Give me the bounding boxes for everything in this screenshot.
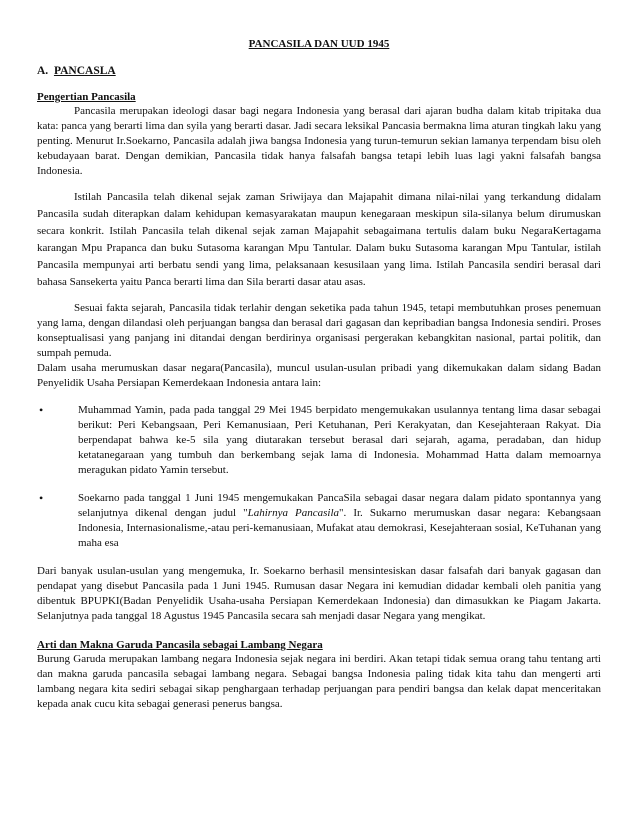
bullet-icon: • (39, 403, 44, 417)
pengertian-paragraph-5: Dari banyak usulan-usulan yang mengemuka, Ir. Soekarno berhasil mensintesiskan dasar falsafah dari banyak gagasan dan pendapat yang disebut Pancasila pada 1 Juni 1945. Rumusan dasar Negara ini kemudian didadar kembali oleh panitia yang dibentuk BPUPKI(Badan Penyelidik Usaha-usaha Persiapan Kemerdekaan Indonesia) dan dimasukkan ke Piagam Jakarta. Selanjutnya pada tanggal 18 Agustus 1945 Pancasila secara sah menjadi dasar Negara yang mengikat. (37, 565, 601, 622)
list-item-yamin (37, 403, 601, 478)
list-item-soekarno-italic: Lahirnya Pancasila (247, 507, 340, 519)
list-item-soekarno-text-before: Soekarno pada tanggal 1 Juni 1945 mengemukakan PancaSila sebagai dasar negara dalam pidato spontannya yang selanjutnya dikenal dengan judul " (78, 492, 601, 519)
list-item-soekarno (37, 491, 601, 551)
garuda-paragraph-1: Burung Garuda merupakan lambang negara Indonesia sejak negara ini berdiri. Akan tetapi tidak semua orang tahu tentang arti dan makna garuda pancasila sebagai lambang negara. Sebagai bangsa Indonesia paling tidak kita tahu dan mengerti arti lambang negara kita sediri sebagai sikap penghargaan terhadap perjuangan para pendiri bangsa dan kelak dapat menceritakan kepada anak cucu kita sebagai generasi penerus bangsa. (37, 653, 601, 710)
pengertian-paragraph-4: Dalam usaha merumuskan dasar negara(Pancasila), muncul usulan-usulan pribadi yang dikemukakan dalam sidang Badan Penyelidik Usaha Persiapan Kemerdekaan Indonesia antara lain: (37, 362, 601, 389)
list-item-soekarno-text-after: ". Ir. Sukarno merumuskan dasar negara: Kebangsaan Indonesia, Internasionalisme,-atau peri-kemanusiaan, Mufakat atau demokrasi, Kesejahteraan sosial, KeTuhanan yang maha esa (78, 507, 601, 549)
usulan-list (37, 403, 601, 551)
document-page (37, 38, 601, 712)
list-item-yamin-text: Muhammad Yamin, pada pada tanggal 29 Mei 1945 berpidato mengemukakan usulannya tentang lima dasar sebagai berikut: Peri Kebangsaan, Peri Kemanusiaan, Peri Ketuhanan, Peri Kerakyatan, dan Kesejahteraan Rakyat. Dia berpendapat bahwa ke-5 sila yang diutarakan tersebut berasal dari sejarah, agama, peradaban, dan hidup ketatanegaraan yang tumbuh dan berkembang sejak lama di Indonesia. Mohammad Hatta dalam memoarnya meragukan pidato Yamin tersebut. (78, 404, 601, 476)
section-a-label: PANCASLA (53, 65, 116, 77)
pengertian-heading: Pengertian Pancasila (37, 91, 136, 103)
pengertian-paragraph-3: Sesuai fakta sejarah, Pancasila tidak terlahir dengan seketika pada tahun 1945, tetapi membutuhkan proses penemuan yang lama, dengan dilandasi oleh perjuangan bangsa dan berasal dari gagasan dan kepribadian bangsa Indonesia sendiri. Proses konseptualisasi yang panjang ini ditandai dengan berdirinya organisasi pergerakan kebangkitan nasional, partai politik, dan sumpah pemuda. (37, 302, 601, 359)
pengertian-paragraph-2: Istilah Pancasila telah dikenal sejak zaman Sriwijaya dan Majapahit dimana nilai-nilai yang terkandung didalam Pancasila sudah diterapkan dalam kehidupan kemasyarakatan maupun kenegaraan meskipun sila-silanya belum dirumuskan secara konkrit. Istilah Pancasila telah dikenal sejak zaman Majapahit sebagaimana tertulis dalam buku NegaraKertagama karangan Mpu Prapanca dan buku Sutasoma karangan Mpu Tantular. Dalam buku Sutasoma karangan Mpu Tantular, istilah Pancasila mempunyai arti berbatu sendi yang lima, pelaksanaan kesusilaan yang lima. Istilah Pancasila sendiri berasal dari bahasa Sansekerta yaitu Panca berarti lima dan Sila berarti dasar atau asas. (37, 191, 601, 288)
garuda-heading: Arti dan Makna Garuda Pancasila sebagai Lambang Negara (37, 639, 323, 651)
document-title: PANCASILA DAN UUD 1945 (248, 38, 390, 50)
pengertian-paragraph-1: Pancasila merupakan ideologi dasar bagi negara Indonesia yang berasal dari ajaran budha dalam kitab tripitaka dua kata: panca yang berarti lima dan syila yang berarti dasar. Jadi secara leksikal Pancasia bermakna lima aturan tingkah laku yang penting. Menurut Ir.Soekarno, Pancasila adalah jiwa bangsa Indonesia yang turun-temurun sekian lamanya terpendam bisu oleh kebudayaan barat. Dengan demikian, Pancasila tidak hanya falsafah bangsa tetapi lebih luas lagi yakni falsafah bangsa Indonesia. (37, 105, 601, 177)
section-a-prefix: A. (37, 65, 49, 77)
section-a-heading (37, 65, 601, 77)
bullet-icon: • (39, 491, 44, 505)
